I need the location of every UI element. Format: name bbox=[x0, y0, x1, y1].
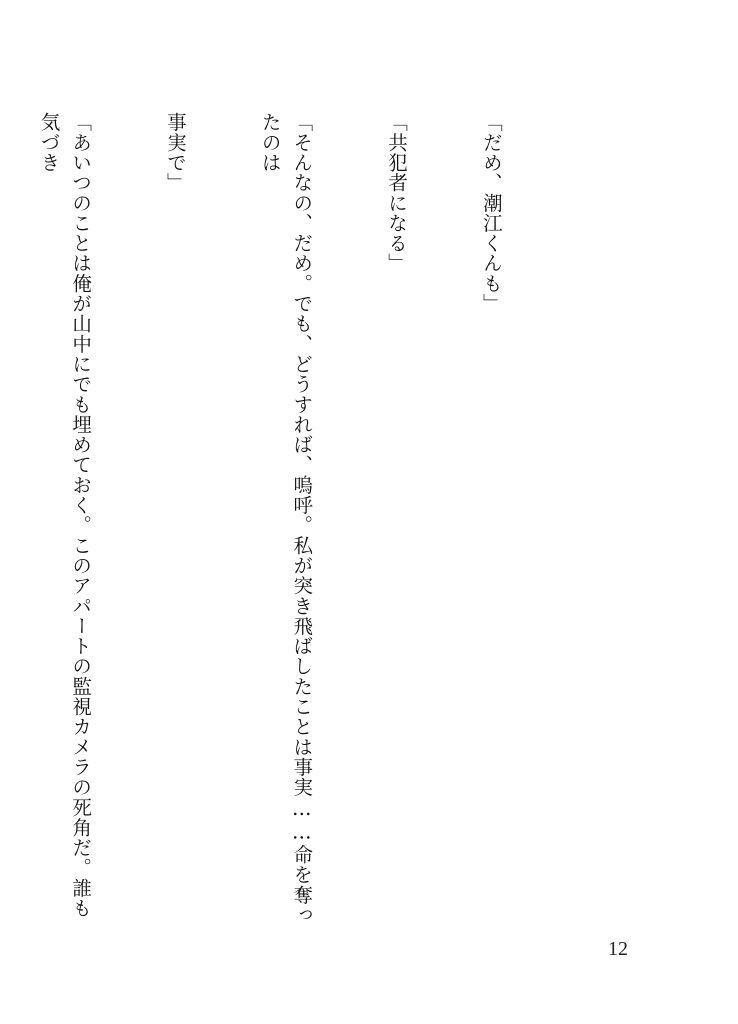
text-line: 「そんなの、だめ。でも、どうすれば、嗚呼。私が突き飛ばしたことは事実……命を奪ったのは bbox=[258, 112, 314, 925]
vertical-text-body bbox=[0, 112, 570, 932]
text-line: 事実で」 bbox=[163, 112, 187, 193]
text-line: 「共犯者になる」 bbox=[385, 112, 409, 274]
text-line: 「だめ、潮江くんも」 bbox=[479, 112, 503, 314]
text-line: 「あいつのことは俺が山中にでも埋めておく。このアパートの監視カメラの死角だ。誰も気づき bbox=[37, 112, 93, 918]
page-number: 12 bbox=[608, 938, 628, 960]
